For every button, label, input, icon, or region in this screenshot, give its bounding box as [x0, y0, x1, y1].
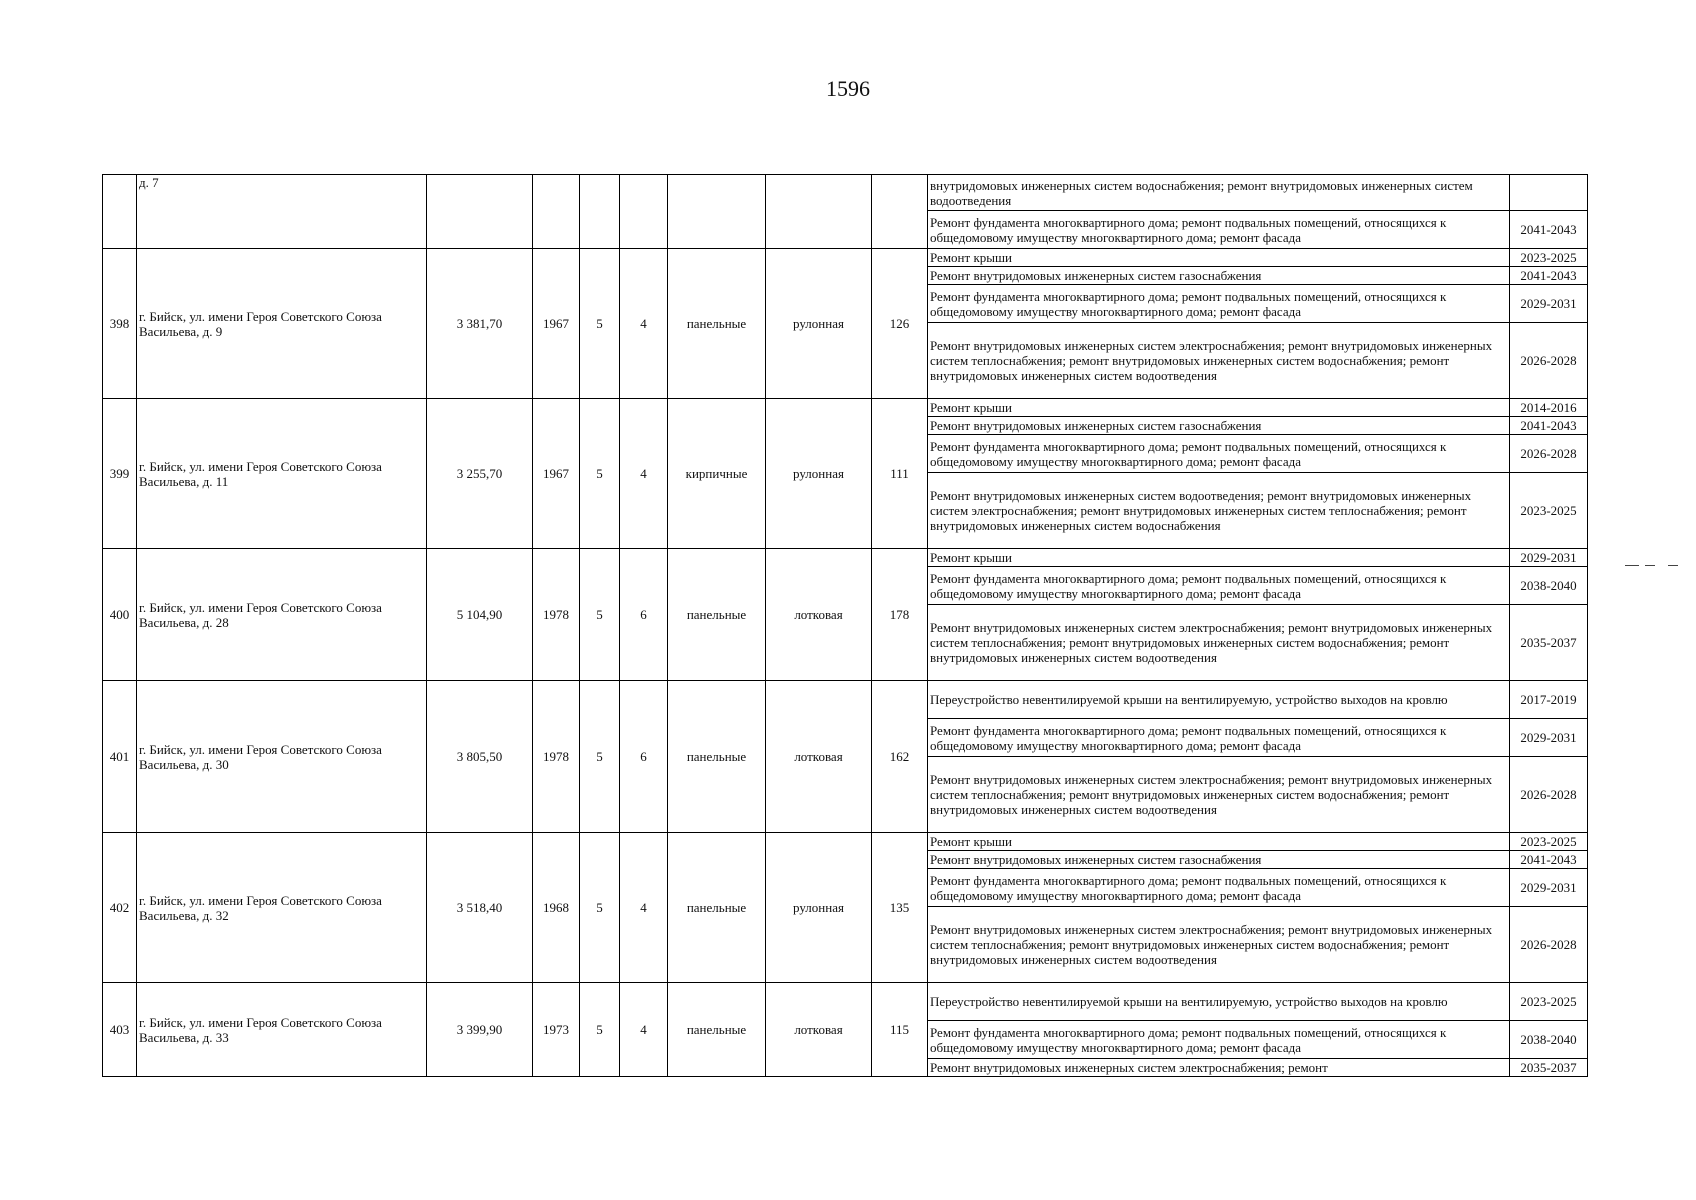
- scan-dash-mark: [1625, 565, 1639, 566]
- table-row: [103, 549, 1588, 567]
- repair-work-cell: Ремонт внутридомовых инженерных систем газоснабжения: [928, 417, 1510, 435]
- row-number: 403: [103, 983, 137, 1077]
- page-number: 1596: [826, 76, 870, 101]
- repair-work-cell: Ремонт внутридомовых инженерных систем электроснабжения; ремонт: [928, 1059, 1510, 1077]
- total-area-cell: 3 518,40: [427, 833, 533, 983]
- residents-cell: 115: [872, 983, 928, 1077]
- repair-period-cell: 2026-2028: [1510, 323, 1588, 399]
- table-row: [103, 983, 1588, 1021]
- row-number: 398: [103, 249, 137, 399]
- repair-period-cell: [1510, 175, 1588, 211]
- roof-type-cell: [766, 175, 872, 249]
- repair-work-cell: Переустройство невентилируемой крыши на вентилируемую, устройство выходов на кровлю: [928, 681, 1510, 719]
- table-row: [103, 399, 1588, 417]
- repair-work-cell: Ремонт внутридомовых инженерных систем водоотведения; ремонт внутридомовых инженерных систем электроснабжения; ремонт внутридомовых инженерных систем теплоснабжения; ремонт внутридомовых инженерных систем водоснабжения: [928, 473, 1510, 549]
- repair-period-cell: 2035-2037: [1510, 605, 1588, 681]
- address-cell: г. Бийск, ул. имени Героя Советского Союза Васильева, д. 9: [137, 249, 427, 399]
- repair-period-cell: 2023-2025: [1510, 473, 1588, 549]
- repair-work-cell: Ремонт крыши: [928, 249, 1510, 267]
- address-cell: д. 7: [137, 175, 427, 249]
- roof-type-cell: рулонная: [766, 399, 872, 549]
- repair-period-cell: 2026-2028: [1510, 757, 1588, 833]
- residents-cell: 111: [872, 399, 928, 549]
- repair-work-cell: Ремонт фундамента многоквартирного дома; ремонт подвальных помещений, относящихся к общедомовому имуществу многоквартирного дома; ремонт фасада: [928, 719, 1510, 757]
- repair-work-cell: Ремонт фундамента многоквартирного дома; ремонт подвальных помещений, относящихся к общедомовому имуществу многоквартирного дома; ремонт фасада: [928, 1021, 1510, 1059]
- residents-cell: 126: [872, 249, 928, 399]
- wall-material-cell: панельные: [668, 549, 766, 681]
- commissioning-year-cell: 1978: [533, 681, 580, 833]
- commissioning-year-cell: 1978: [533, 549, 580, 681]
- entrances-cell: 4: [620, 833, 668, 983]
- repair-period-cell: 2029-2031: [1510, 285, 1588, 323]
- scan-dash-mark: [1668, 565, 1678, 566]
- repair-period-cell: 2023-2025: [1510, 833, 1588, 851]
- wall-material-cell: панельные: [668, 833, 766, 983]
- repair-period-cell: 2029-2031: [1510, 719, 1588, 757]
- floors-cell: 5: [580, 833, 620, 983]
- total-area-cell: 3 255,70: [427, 399, 533, 549]
- wall-material-cell: кирпичные: [668, 399, 766, 549]
- repair-period-cell: 2038-2040: [1510, 567, 1588, 605]
- entrances-cell: 6: [620, 681, 668, 833]
- roof-type-cell: лотковая: [766, 983, 872, 1077]
- repair-work-cell: Ремонт внутридомовых инженерных систем электроснабжения; ремонт внутридомовых инженерных систем теплоснабжения; ремонт внутридомовых инженерных систем водоснабжения; ремонт внутридомовых инженерных систем водоотведения: [928, 907, 1510, 983]
- repair-period-cell: 2029-2031: [1510, 549, 1588, 567]
- repair-period-cell: 2041-2043: [1510, 417, 1588, 435]
- commissioning-year-cell: 1967: [533, 249, 580, 399]
- total-area-cell: 3 399,90: [427, 983, 533, 1077]
- residents-cell: 135: [872, 833, 928, 983]
- repair-work-cell: Ремонт крыши: [928, 833, 1510, 851]
- total-area-cell: 5 104,90: [427, 549, 533, 681]
- commissioning-year-cell: 1967: [533, 399, 580, 549]
- row-number: 399: [103, 399, 137, 549]
- floors-cell: 5: [580, 983, 620, 1077]
- table-row: [103, 681, 1588, 719]
- commissioning-year-cell: 1973: [533, 983, 580, 1077]
- repair-work-cell: Ремонт фундамента многоквартирного дома; ремонт подвальных помещений, относящихся к общедомовому имуществу многоквартирного дома; ремонт фасада: [928, 285, 1510, 323]
- row-number: 402: [103, 833, 137, 983]
- scan-dash-mark: [1645, 565, 1655, 566]
- wall-material-cell: панельные: [668, 249, 766, 399]
- repair-period-cell: 2023-2025: [1510, 249, 1588, 267]
- floors-cell: [580, 175, 620, 249]
- address-cell: г. Бийск, ул. имени Героя Советского Союза Васильева, д. 28: [137, 549, 427, 681]
- address-cell: г. Бийск, ул. имени Героя Советского Союза Васильева, д. 30: [137, 681, 427, 833]
- repair-work-cell: Ремонт крыши: [928, 399, 1510, 417]
- entrances-cell: 6: [620, 549, 668, 681]
- residents-cell: [872, 175, 928, 249]
- repair-period-cell: 2041-2043: [1510, 267, 1588, 285]
- commissioning-year-cell: [533, 175, 580, 249]
- address-cell: г. Бийск, ул. имени Героя Советского Союза Васильева, д. 11: [137, 399, 427, 549]
- repair-period-cell: 2029-2031: [1510, 869, 1588, 907]
- repair-work-cell: Ремонт внутридомовых инженерных систем электроснабжения; ремонт внутридомовых инженерных систем теплоснабжения; ремонт внутридомовых инженерных систем водоснабжения; ремонт внутридомовых инженерных систем водоотведения: [928, 323, 1510, 399]
- repair-work-cell: Ремонт фундамента многоквартирного дома; ремонт подвальных помещений, относящихся к общедомовому имуществу многоквартирного дома; ремонт фасада: [928, 567, 1510, 605]
- address-cell: г. Бийск, ул. имени Героя Советского Союза Васильева, д. 33: [137, 983, 427, 1077]
- repair-period-cell: 2026-2028: [1510, 435, 1588, 473]
- repair-work-cell: Ремонт внутридомовых инженерных систем электроснабжения; ремонт внутридомовых инженерных систем теплоснабжения; ремонт внутридомовых инженерных систем водоснабжения; ремонт внутридомовых инженерных систем водоотведения: [928, 757, 1510, 833]
- floors-cell: 5: [580, 399, 620, 549]
- total-area-cell: 3 381,70: [427, 249, 533, 399]
- floors-cell: 5: [580, 249, 620, 399]
- repair-work-cell: Переустройство невентилируемой крыши на вентилируемую, устройство выходов на кровлю: [928, 983, 1510, 1021]
- wall-material-cell: панельные: [668, 983, 766, 1077]
- repair-period-cell: 2017-2019: [1510, 681, 1588, 719]
- entrances-cell: 4: [620, 249, 668, 399]
- floors-cell: 5: [580, 681, 620, 833]
- repair-period-cell: 2041-2043: [1510, 851, 1588, 869]
- floors-cell: 5: [580, 549, 620, 681]
- entrances-cell: [620, 175, 668, 249]
- roof-type-cell: рулонная: [766, 249, 872, 399]
- repair-period-cell: 2038-2040: [1510, 1021, 1588, 1059]
- entrances-cell: 4: [620, 399, 668, 549]
- repair-period-cell: 2014-2016: [1510, 399, 1588, 417]
- wall-material-cell: [668, 175, 766, 249]
- row-number: 400: [103, 549, 137, 681]
- repair-period-cell: 2035-2037: [1510, 1059, 1588, 1077]
- repair-work-cell: Ремонт внутридомовых инженерных систем электроснабжения; ремонт внутридомовых инженерных систем теплоснабжения; ремонт внутридомовых инженерных систем водоснабжения; ремонт внутридомовых инженерных систем водоотведения: [928, 605, 1510, 681]
- roof-type-cell: лотковая: [766, 681, 872, 833]
- table-row: [103, 175, 1588, 211]
- total-area-cell: 3 805,50: [427, 681, 533, 833]
- row-number: 401: [103, 681, 137, 833]
- residents-cell: 178: [872, 549, 928, 681]
- table-row: [103, 833, 1588, 851]
- repair-work-cell: внутридомовых инженерных систем водоснабжения; ремонт внутридомовых инженерных систем водоотведения: [928, 175, 1510, 211]
- entrances-cell: 4: [620, 983, 668, 1077]
- roof-type-cell: рулонная: [766, 833, 872, 983]
- repair-period-cell: 2041-2043: [1510, 211, 1588, 249]
- wall-material-cell: панельные: [668, 681, 766, 833]
- total-area-cell: [427, 175, 533, 249]
- roof-type-cell: лотковая: [766, 549, 872, 681]
- row-number: [103, 175, 137, 249]
- repair-work-cell: Ремонт внутридомовых инженерных систем газоснабжения: [928, 851, 1510, 869]
- repair-work-cell: Ремонт внутридомовых инженерных систем газоснабжения: [928, 267, 1510, 285]
- capital-repair-table: [102, 174, 1588, 1077]
- repair-work-cell: Ремонт фундамента многоквартирного дома; ремонт подвальных помещений, относящихся к общедомовому имуществу многоквартирного дома; ремонт фасада: [928, 869, 1510, 907]
- commissioning-year-cell: 1968: [533, 833, 580, 983]
- repair-work-cell: Ремонт фундамента многоквартирного дома; ремонт подвальных помещений, относящихся к общедомовому имуществу многоквартирного дома; ремонт фасада: [928, 435, 1510, 473]
- repair-period-cell: 2026-2028: [1510, 907, 1588, 983]
- address-cell: г. Бийск, ул. имени Героя Советского Союза Васильева, д. 32: [137, 833, 427, 983]
- repair-period-cell: 2023-2025: [1510, 983, 1588, 1021]
- repair-work-cell: Ремонт крыши: [928, 549, 1510, 567]
- table-row: [103, 249, 1588, 267]
- repair-work-cell: Ремонт фундамента многоквартирного дома; ремонт подвальных помещений, относящихся к общедомовому имуществу многоквартирного дома; ремонт фасада: [928, 211, 1510, 249]
- residents-cell: 162: [872, 681, 928, 833]
